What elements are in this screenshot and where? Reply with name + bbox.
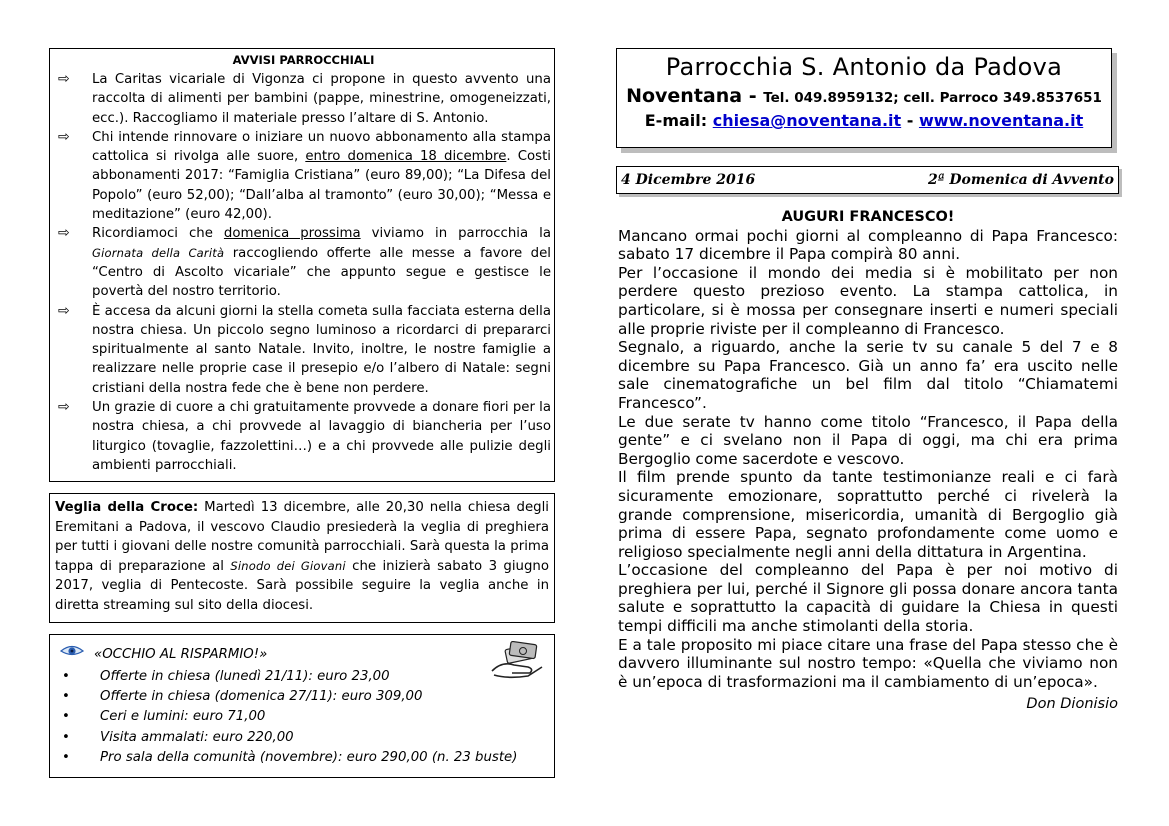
occhio-item: • Offerte in chiesa (domenica 27/11): euro 309,00 [56, 687, 548, 707]
issue-date: 4 Dicembre 2016 [621, 172, 756, 188]
parish-header [616, 48, 1112, 148]
article-signature: Don Dionisio [1026, 696, 1118, 713]
email-link[interactable]: chiesa@noventana.it [712, 111, 902, 130]
avvisi-item-grazie [56, 398, 551, 475]
avvisi-item-text: Un grazie di cuore a chi gratuitamente provvede a donare fiori per la nostra chiesa, a chi provvede al lavaggio di biancheria per l’uso liturgico (tovaglie, fazzolettini…) e a chi provvede alle pulizie degli ambienti parrocchiali. [92, 400, 551, 473]
occhio-item: • Ceri e lumini: euro 71,00 [56, 707, 548, 727]
avvisi-item-text: È accesa da alcuni giorni la stella cometa sulla facciata esterna della nostra chiesa. Un piccolo segno luminoso a ricordarci di prepararci spiritualmente al santo Natale. Invito, inoltre, le nostre famiglie a realizzare nelle proprie case il presepio e/o l’albero di Natale: segni cristiani della nostra fede che è bene non perdere. [92, 303, 551, 396]
article-paragraph: Il film prende spunto da tante testimonianze reali e ci farà sicuramente emozionare, soprattutto perché ci rivelerà la grande comprensione, misericordia, umanità di Bergoglio già prima di essere Papa, segnato profondamente come uomo e religioso specialmente negli anni della dittatura in Argentina. [618, 468, 1118, 561]
article-paragraph: Per l’occasione il mondo dei media si è mobilitato per non perdere questo prezioso evento. La stampa cattolica, in particolare, si è mossa per consegnare inserti e numeri speciali alle proprie riviste per il compleanno di Francesco. [618, 263, 1118, 338]
eye-icon [60, 645, 84, 657]
arrow-icon: ⇨ [58, 302, 70, 319]
parish-contacts [617, 85, 1111, 107]
avvisi-item-text: Ricordiamoci che [92, 226, 224, 242]
link-separator: - [901, 111, 919, 130]
article-title: AUGURI FRANCESCO! [781, 209, 955, 225]
avvisi-item-abbonamenti [56, 128, 551, 224]
avvisi-item-carita [56, 224, 551, 301]
avvisi-item-deadline: entro domenica 18 dicembre [305, 149, 507, 165]
website-link[interactable]: www.noventana.it [918, 111, 1084, 130]
occhio-box [49, 634, 555, 778]
parish-town: Noventana - [626, 85, 764, 107]
parish-online [617, 111, 1111, 130]
avvisi-item-date: domenica prossima [223, 226, 361, 242]
veglia-box [49, 493, 555, 623]
occhio-title: «OCCHIO AL RISPARMIO!» [94, 647, 268, 662]
veglia-text: Martedì 13 dicembre, alle 20,30 nella chiesa degli Eremitani a Padova, il vescovo Claudio presiederà la veglia di preghiera per tutti i giovani delle nostre comunità parrocchiali. Sarà questa la prima tappa di preparazione al [55, 500, 549, 574]
occhio-item: • Visita ammalati: euro 220,00 [56, 728, 548, 748]
parish-phones: Tel. 049.8959132; cell. Parroco 349.8537651 [763, 90, 1102, 106]
veglia-label: Veglia della Croce: [55, 500, 199, 515]
avvisi-item-event: Giornata della Carità [92, 245, 225, 260]
date-bar [616, 166, 1119, 194]
occhio-item: • Offerte in chiesa (lunedì 21/11): euro 23,00 [56, 667, 548, 687]
avvisi-item-text: raccogliendo offerte alle messe a favore del “Centro di Ascolto vicariale” che appunto segue e gestisce le povertà del nostro territorio. [92, 245, 551, 300]
arrow-icon: ⇨ [58, 128, 70, 145]
avvisi-item-text: . Costi abbonamenti 2017: “Famiglia Cristiana” (euro 89,00); “La Difesa del Popolo” (euro 52,00); “Dall’alba al tramonto” (euro 30,00); “Messa e meditazione” (euro 42,00). [92, 149, 551, 223]
veglia-sinodo: Sinodo dei Giovani [230, 558, 346, 573]
article-paragraph: Le due serate tv hanno come titolo “Francesco, il Papa della gente” e ci svelano non il Papa di oggi, ma chi era prima Bergoglio come sacerdote e vescovo. [618, 412, 1118, 468]
occhio-item: • Pro sala della comunità (novembre): euro 290,00 (n. 23 buste) [56, 748, 548, 768]
avvisi-box [49, 48, 555, 482]
arrow-icon: ⇨ [58, 225, 70, 242]
parish-title: Parrocchia S. Antonio da Padova [665, 53, 1063, 81]
avvisi-item-text: La Caritas vicariale di Vigonza ci propone in questo avvento una raccolta di alimenti per bambini (pappe, minestrine, omogeneizzati, ecc.). Raccogliamo il materiale presso l’altare di S. Antonio. [92, 72, 551, 126]
veglia-text-end: che inizierà sabato 3 giugno 2017, veglia di Pentecoste. Sarà possibile seguire la veglia anche in diretta streaming sul sito della diocesi. [55, 558, 549, 613]
avvisi-item-caritas [56, 70, 551, 128]
arrow-icon: ⇨ [58, 71, 70, 87]
avvisi-item-stella [56, 302, 551, 398]
liturgical-sunday: 2ª Domenica di Avvento [927, 172, 1114, 188]
email-label: E-mail: [644, 111, 713, 130]
article-paragraph: Segnalo, a riguardo, anche la serie tv su canale 5 del 7 e 8 dicembre su Papa Francesco. Già un anno fa’ era uscito nelle sale cinematografiche un bel film dal titolo “Chiamatemi Francesco”. [618, 338, 1118, 412]
avvisi-title: AVVISI PARROCCHIALI [232, 53, 375, 67]
article-paragraph: E a tale proposito mi piace citare una frase del Papa stesso che è davvero illuminante sul nostro tempo: «Quella che viviamo non è un’epoca di trasformazioni ma il cambiamento di un’epoca». [618, 635, 1118, 691]
article-paragraph: Mancano ormai pochi giorni al compleanno di Papa Francesco: sabato 17 dicembre il Papa compirà 80 anni. [618, 226, 1118, 264]
article-paragraph: L’occasione del compleanno del Papa è per noi motivo di preghiera per lui, perché il Signore gli possa donare ancora tanta salute e soprattutto la capacità di guidare la Chiesa in questi tempi difficili ma anche stimolanti della storia. [618, 561, 1118, 636]
article [618, 208, 1118, 714]
avvisi-item-text: viviamo in parrocchia la [360, 226, 551, 242]
avvisi-item-text: Chi intende rinnovare o iniziare un nuovo abbonamento alla stampa cattolica si rivolga alle suore, [92, 129, 551, 165]
arrow-icon: ⇨ [58, 399, 70, 416]
